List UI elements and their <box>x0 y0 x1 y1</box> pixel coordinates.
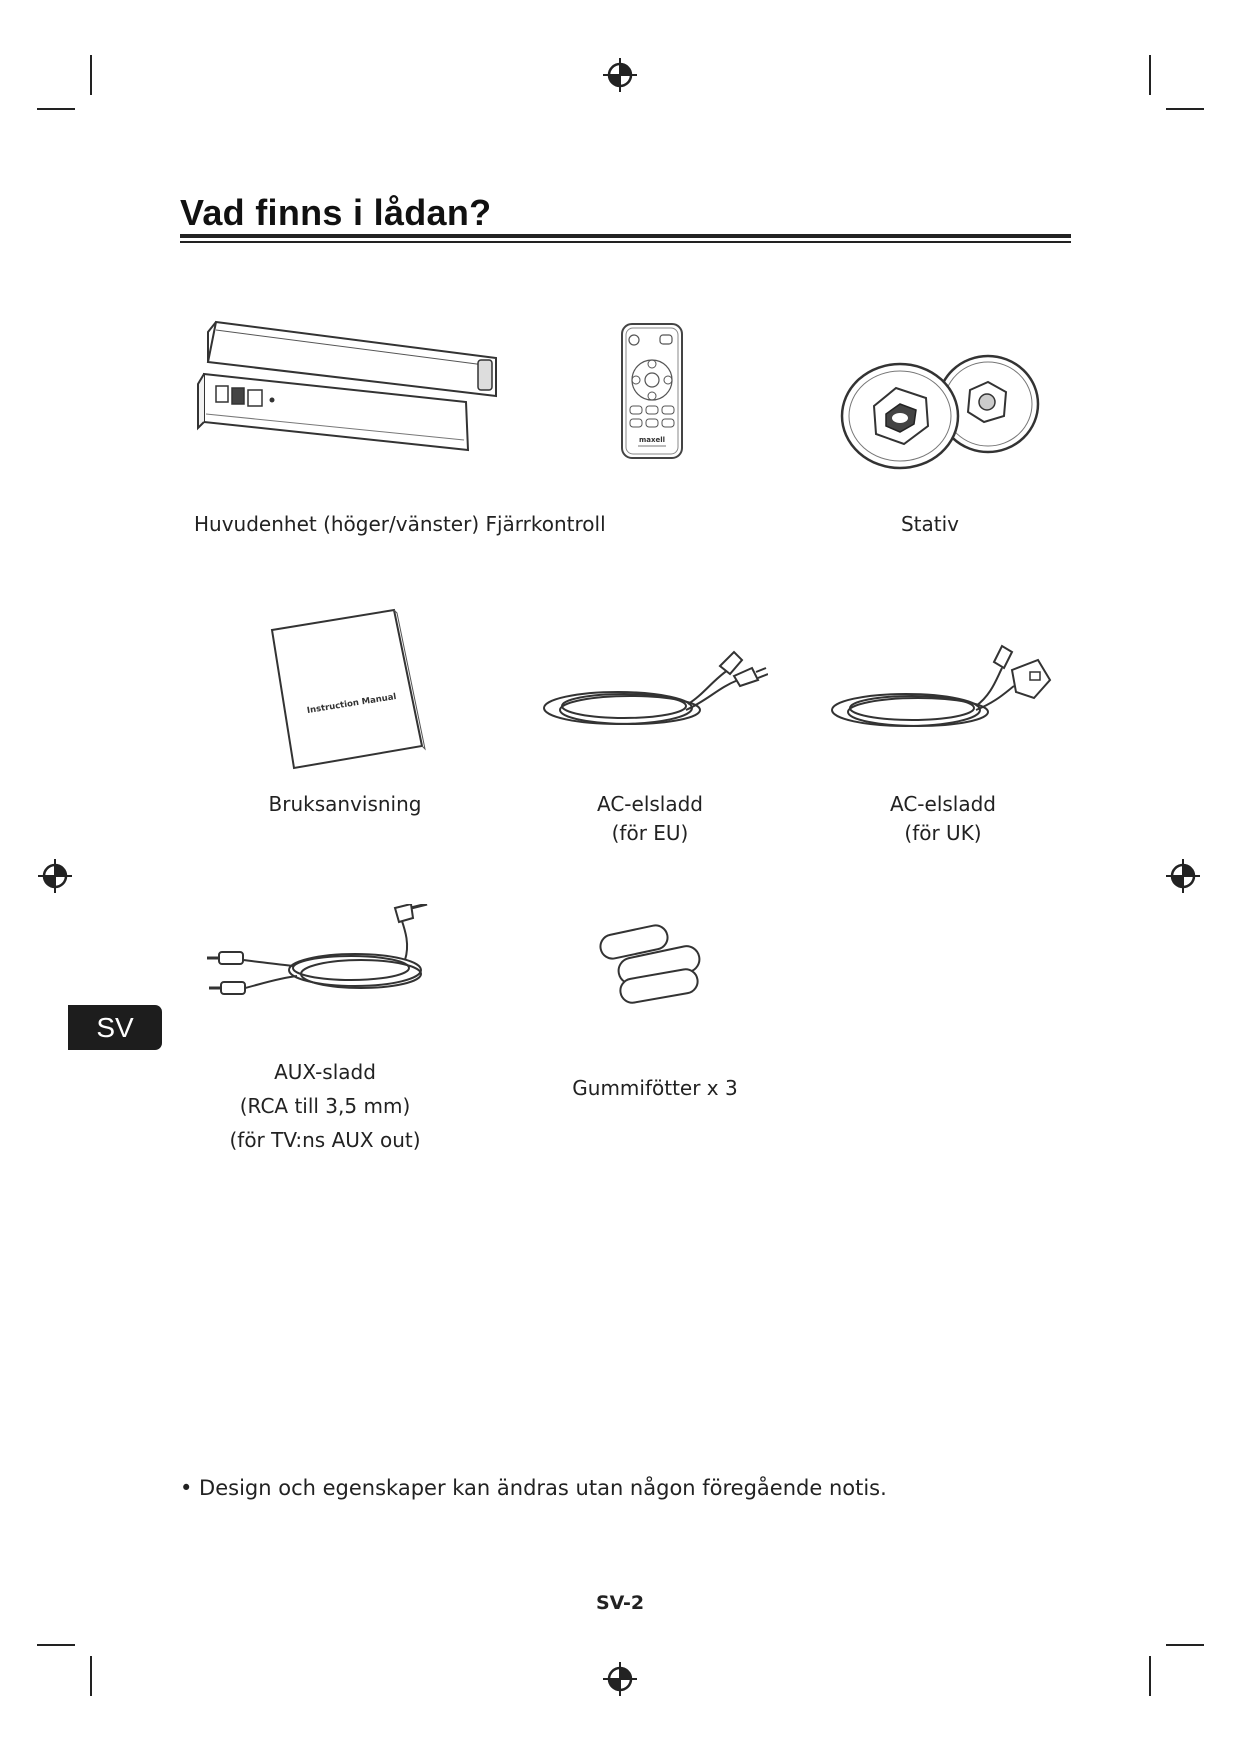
page-number: SV-2 <box>595 1592 645 1614</box>
language-tab: SV <box>68 1005 162 1050</box>
registration-mark-icon <box>38 859 72 893</box>
rubber-feet-illustration <box>596 918 708 1004</box>
crop-mark <box>37 108 75 110</box>
registration-mark-icon <box>603 1662 637 1696</box>
crop-mark <box>90 1656 92 1696</box>
aux-cord-illustration <box>205 904 435 1024</box>
manual-cover-text: Instruction Manual <box>306 692 398 717</box>
ac-cord-uk-caption-line2: (för UK) <box>904 821 982 845</box>
aux-cord-caption-line1: AUX-sladd <box>274 1060 376 1084</box>
rubber-feet-caption: Gummifötter x 3 <box>572 1076 738 1100</box>
ac-cord-uk-illustration <box>826 640 1056 740</box>
crop-mark <box>90 55 92 95</box>
ac-cord-eu-illustration <box>538 640 768 740</box>
registration-mark-icon <box>603 58 637 92</box>
disclaimer-note: • Design och egenskaper kan ändras utan någon föregående notis. <box>180 1476 887 1500</box>
remote-brand-label: maxell <box>638 436 666 444</box>
ac-cord-eu-caption-line1: AC-elsladd <box>597 792 703 816</box>
aux-cord-caption-line3: (för TV:ns AUX out) <box>229 1128 421 1152</box>
ac-cord-eu-caption-line2: (för EU) <box>611 821 689 845</box>
stand-caption: Stativ <box>900 512 960 536</box>
crop-mark <box>1166 108 1204 110</box>
crop-mark <box>1149 1656 1151 1696</box>
registration-mark-icon <box>1166 859 1200 893</box>
aux-cord-caption-line2: (RCA till 3,5 mm) <box>239 1094 411 1118</box>
ac-cord-uk-caption-line1: AC-elsladd <box>890 792 996 816</box>
main-unit-illustration <box>196 318 506 458</box>
title-rule <box>180 234 1071 238</box>
manual-illustration <box>266 608 436 770</box>
crop-mark <box>1166 1644 1204 1646</box>
stand-illustration <box>838 352 1048 472</box>
page-title: Vad finns i lådan? <box>180 192 492 233</box>
title-rule <box>180 241 1071 243</box>
remote-control-illustration <box>618 322 686 460</box>
crop-mark <box>1149 55 1151 95</box>
crop-mark <box>37 1644 75 1646</box>
main-unit-caption: Huvudenhet (höger/vänster) Fjärrkontroll <box>194 512 606 536</box>
manual-caption: Bruksanvisning <box>268 792 422 816</box>
